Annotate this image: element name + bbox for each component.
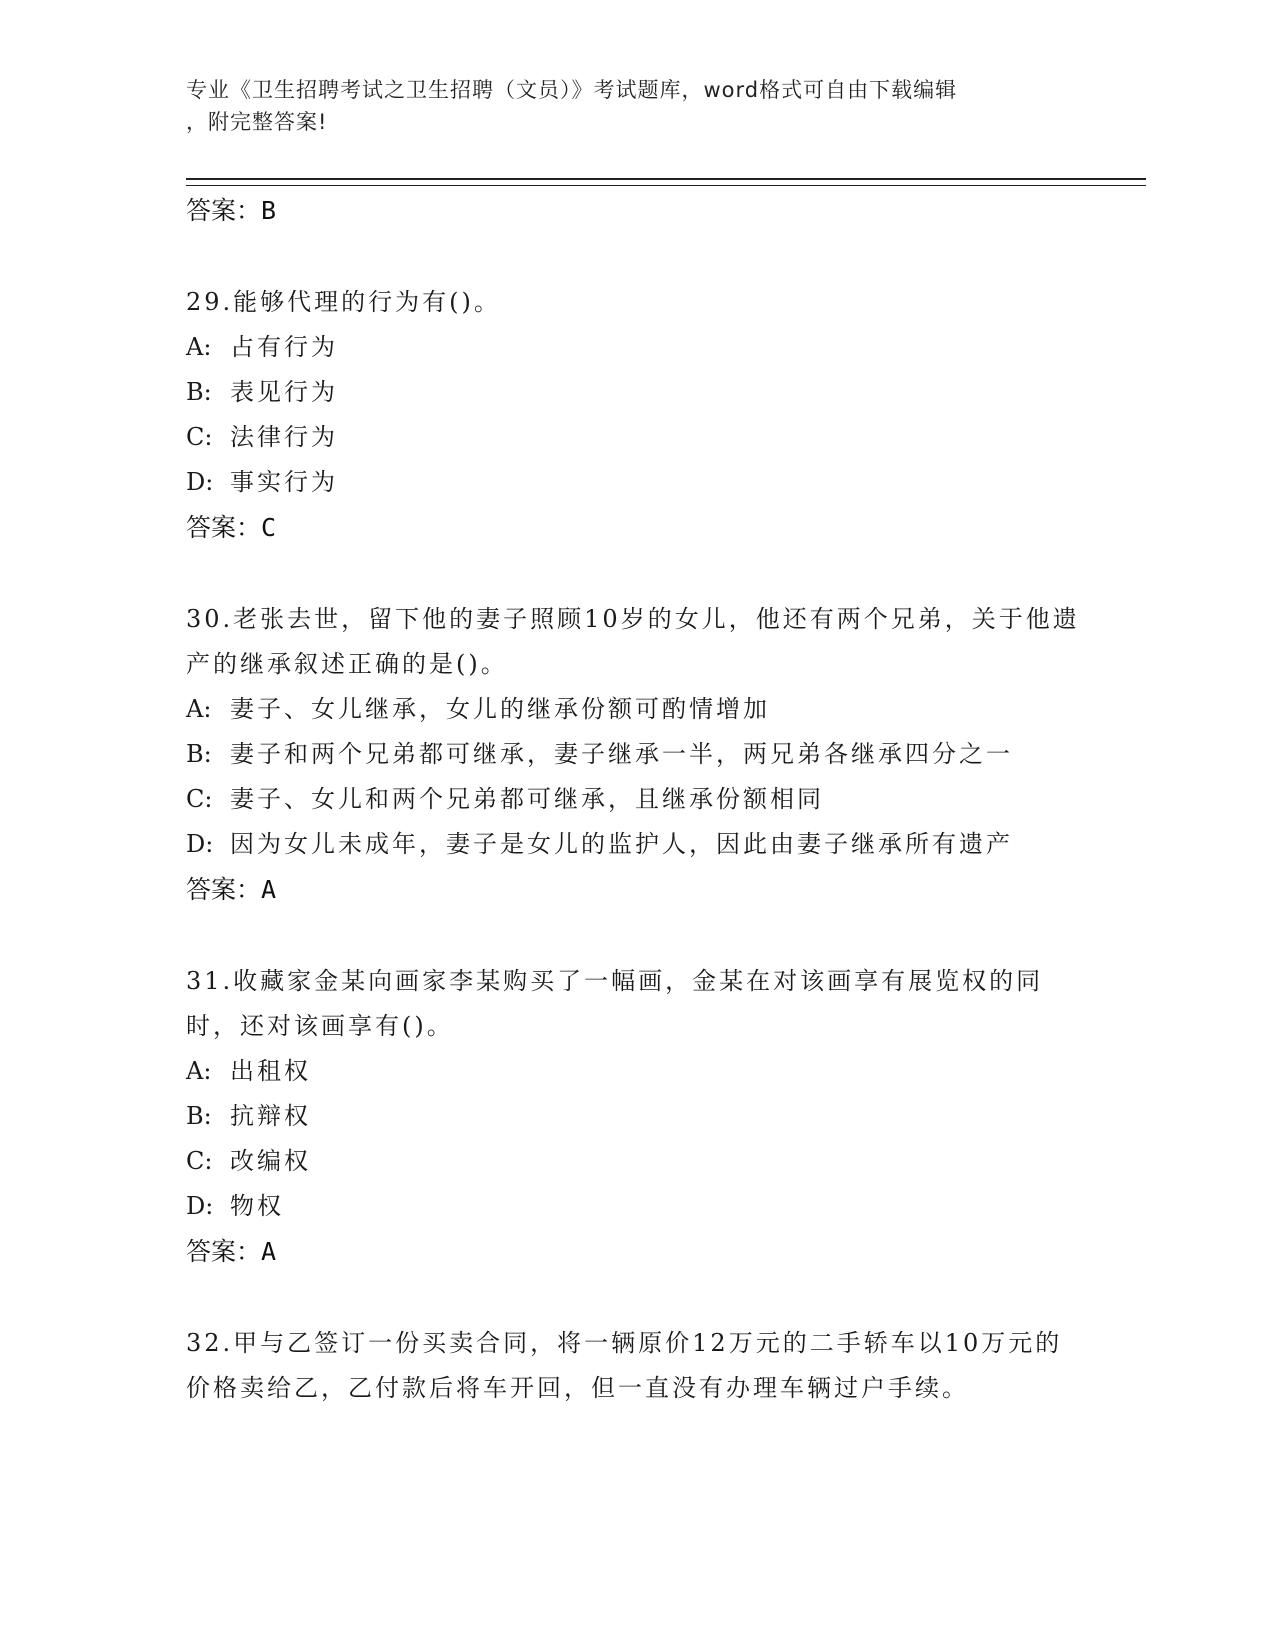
option-text: 占有行为 bbox=[230, 333, 338, 361]
answer-value: A bbox=[261, 875, 277, 904]
question-stem: 31.收藏家金某向画家李某购买了一幅画，金某在对该画享有展览权的同时，还对该画享有()。 bbox=[186, 967, 1044, 1040]
question-stem: 32.甲与乙签订一份买卖合同，将一辆原价12万元的二手轿车以10万元的价格卖给乙，乙付款后将车开回，但一直没有办理车辆过户手续。 bbox=[186, 1329, 1063, 1402]
option-text: 物权 bbox=[230, 1192, 284, 1220]
option-text: 改编权 bbox=[230, 1147, 311, 1175]
option-key: B: bbox=[186, 1102, 212, 1130]
question-block bbox=[186, 1321, 1086, 1411]
option-key: A: bbox=[186, 695, 212, 723]
question-list bbox=[186, 280, 1086, 1411]
answer-option bbox=[186, 1184, 1086, 1229]
option-text: 抗辩权 bbox=[230, 1102, 311, 1130]
answer-option bbox=[186, 325, 1086, 370]
answer-line bbox=[186, 505, 1086, 551]
header-line-2: ，附完整答案! bbox=[186, 110, 328, 134]
answer-option bbox=[186, 732, 1086, 777]
answer-label: 答案： bbox=[186, 875, 262, 904]
answer-option bbox=[186, 460, 1086, 505]
option-text: 法律行为 bbox=[230, 423, 338, 451]
option-text: 出租权 bbox=[230, 1057, 311, 1085]
answer-line bbox=[186, 188, 1086, 234]
answer-option bbox=[186, 1094, 1086, 1139]
option-text: 妻子和两个兄弟都可继承，妻子继承一半，两兄弟各继承四分之一 bbox=[230, 740, 1013, 768]
option-key: D: bbox=[186, 1192, 214, 1220]
document-body bbox=[186, 188, 1086, 1411]
answer-line bbox=[186, 867, 1086, 913]
option-text: 妻子、女儿和两个兄弟都可继承，且继承份额相同 bbox=[230, 785, 824, 813]
answer-label: 答案： bbox=[186, 513, 262, 542]
answer-option bbox=[186, 370, 1086, 415]
option-key: C: bbox=[186, 423, 213, 451]
question-stem: 29.能够代理的行为有()。 bbox=[186, 288, 501, 316]
answer-option bbox=[186, 1139, 1086, 1184]
option-key: C: bbox=[186, 785, 213, 813]
question-block bbox=[186, 959, 1086, 1275]
option-key: D: bbox=[186, 468, 214, 496]
answer-value: B bbox=[261, 196, 277, 225]
document-header bbox=[186, 74, 1066, 138]
question-block bbox=[186, 597, 1086, 913]
answer-line bbox=[186, 1229, 1086, 1275]
option-text: 事实行为 bbox=[230, 468, 338, 496]
header-line-1: 专业《卫生招聘考试之卫生招聘（文员）》考试题库，word格式可自由下载编辑 bbox=[186, 78, 958, 102]
answer-option bbox=[186, 1049, 1086, 1094]
answer-option bbox=[186, 415, 1086, 460]
option-text: 因为女儿未成年，妻子是女儿的监护人，因此由妻子继承所有遗产 bbox=[230, 830, 1013, 858]
answer-option bbox=[186, 822, 1086, 867]
option-key: B: bbox=[186, 378, 212, 406]
question-stem: 30.老张去世，留下他的妻子照顾10岁的女儿，他还有两个兄弟，关于他遗产的继承叙述正确的是()。 bbox=[186, 605, 1080, 678]
answer-value: A bbox=[261, 1237, 277, 1266]
header-divider bbox=[186, 178, 1146, 186]
option-text: 表见行为 bbox=[230, 378, 338, 406]
option-text: 妻子、女儿继承，女儿的继承份额可酌情增加 bbox=[230, 695, 770, 723]
option-key: C: bbox=[186, 1147, 213, 1175]
answer-label: 答案： bbox=[186, 1237, 262, 1266]
option-key: B: bbox=[186, 740, 212, 768]
answer-label: 答案： bbox=[186, 196, 262, 225]
question-block bbox=[186, 280, 1086, 551]
answer-option bbox=[186, 777, 1086, 822]
option-key: D: bbox=[186, 830, 214, 858]
option-key: A: bbox=[186, 333, 212, 361]
option-key: A: bbox=[186, 1057, 212, 1085]
answer-option bbox=[186, 687, 1086, 732]
answer-value: C bbox=[261, 513, 277, 542]
